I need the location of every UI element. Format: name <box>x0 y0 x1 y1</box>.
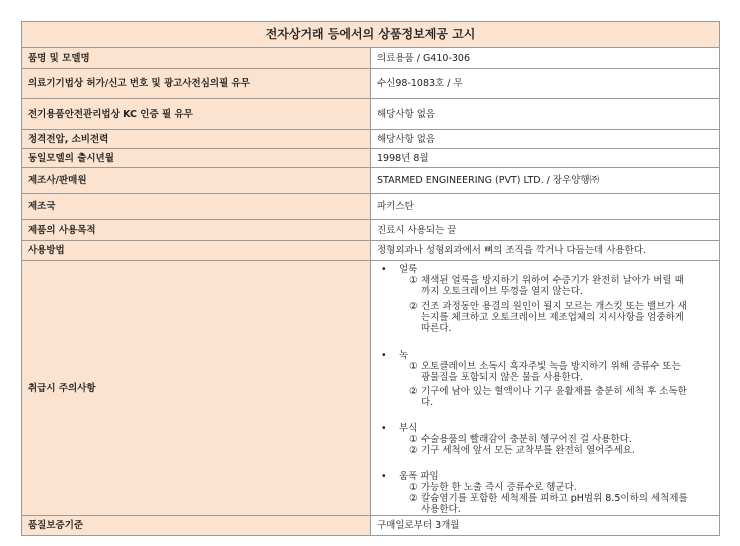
item-number: ① <box>409 482 418 493</box>
item-number: ① <box>409 275 418 286</box>
row-label-power: 정격전압, 소비전력 <box>22 130 371 149</box>
row-label-warranty: 품질보증기준 <box>22 516 371 536</box>
caution-section-rust <box>377 350 713 408</box>
row-label-purpose: 제품의 사용목적 <box>22 220 371 241</box>
row-label-permit: 의료기기법상 허가/신고 번호 및 광고사전심의필 유무 <box>22 69 371 99</box>
row-label-maker: 제조사/판매원 <box>22 168 371 194</box>
bullet-icon: • <box>381 423 387 434</box>
notice-title: 전자상거래 등에서의 상품정보제공 고시 <box>22 22 720 48</box>
caution-section-pitting <box>377 471 713 515</box>
item-number: ① <box>409 361 418 372</box>
caution-content <box>371 261 720 516</box>
product-info-table <box>21 21 720 536</box>
row-value-usage: 정형외과나 성형외과에서 뼈의 조직을 깍거나 다듬는데 사용한다. <box>371 241 720 261</box>
row-value-kc: 해당사항 없음 <box>371 99 720 130</box>
product-info-notice <box>21 21 720 536</box>
table-row <box>22 516 720 536</box>
row-value-country: 파키스탄 <box>371 194 720 220</box>
item-text: 수술용품의 빨래감이 충분히 헹구어진 걸 사용한다. <box>421 434 632 445</box>
item-number: ② <box>409 301 418 312</box>
title-row <box>22 22 720 48</box>
section-title: 얼룩 <box>399 264 418 275</box>
item-text: 채색된 얼룩을 방지하기 위하여 수증기가 완전히 날아가 버릴 때까지 오토크레이브 뚜껑을 열지 않는다. <box>421 275 684 297</box>
table-row <box>22 241 720 261</box>
item-number: ① <box>409 434 418 445</box>
bullet-icon: • <box>381 350 387 361</box>
item-number: ② <box>409 445 418 456</box>
item-text: 기구 세척에 앞서 모든 교착부를 완전히 열어주세요. <box>421 445 635 456</box>
row-label-release: 동일모델의 출시년월 <box>22 149 371 168</box>
item-text: 기구에 남아 있는 혈액이나 기구 윤활제를 충분히 세척 후 소독한다. <box>421 386 687 408</box>
section-title: 부식 <box>399 423 418 434</box>
row-label-model: 품명 및 모델명 <box>22 48 371 69</box>
table-row <box>22 194 720 220</box>
row-label-kc: 전기용품안전관리법상 KC 인증 필 유무 <box>22 99 371 130</box>
section-title: 녹 <box>399 350 409 361</box>
item-text: 가능한 한 노출 즉시 증류수로 헹군다. <box>421 482 577 493</box>
section-title: 움폭 파임 <box>399 471 439 482</box>
table-row <box>22 220 720 241</box>
table-row <box>22 69 720 99</box>
row-label-country: 제조국 <box>22 194 371 220</box>
row-label-caution: 취급시 주의사항 <box>22 261 371 516</box>
table-row <box>22 168 720 194</box>
row-label-usage: 사용방법 <box>22 241 371 261</box>
bullet-icon: • <box>381 471 387 482</box>
table-row <box>22 261 720 516</box>
item-text: 칼슘염기를 포함한 세척제를 피하고 pH범위 8.5이하의 세척제를 사용한다. <box>421 493 688 515</box>
caution-section-stain <box>377 264 713 334</box>
row-value-purpose: 진료시 사용되는 끌 <box>371 220 720 241</box>
row-value-power: 해당사항 없음 <box>371 130 720 149</box>
row-value-permit: 수신98-1083호 / 무 <box>371 69 720 99</box>
row-value-warranty: 구매일로부터 3개월 <box>371 516 720 536</box>
table-row <box>22 149 720 168</box>
item-text: 건조 과정동안 용결의 원인이 될지 모르는 개스킷 또는 밸브가 새는지를 체크하고 오토크레이브 제조업체의 지시사항을 엄중하게 따른다. <box>421 301 687 334</box>
table-row <box>22 130 720 149</box>
row-value-maker: STARMED ENGINEERING (PVT) LTD. / 장우양행㈜ <box>371 168 720 194</box>
row-value-model: 의료용품 / G410-306 <box>371 48 720 69</box>
item-text: 오토클레이브 소독시 흑자주빛 녹을 방지하기 위해 증류수 또는 광물질을 포함되지 않은 물을 사용한다. <box>421 361 681 383</box>
table-row <box>22 48 720 69</box>
table-row <box>22 99 720 130</box>
caution-section-corrosion <box>377 423 713 456</box>
bullet-icon: • <box>381 264 387 275</box>
item-number: ② <box>409 493 418 504</box>
row-value-release: 1998년 8월 <box>371 149 720 168</box>
item-number: ② <box>409 386 418 397</box>
